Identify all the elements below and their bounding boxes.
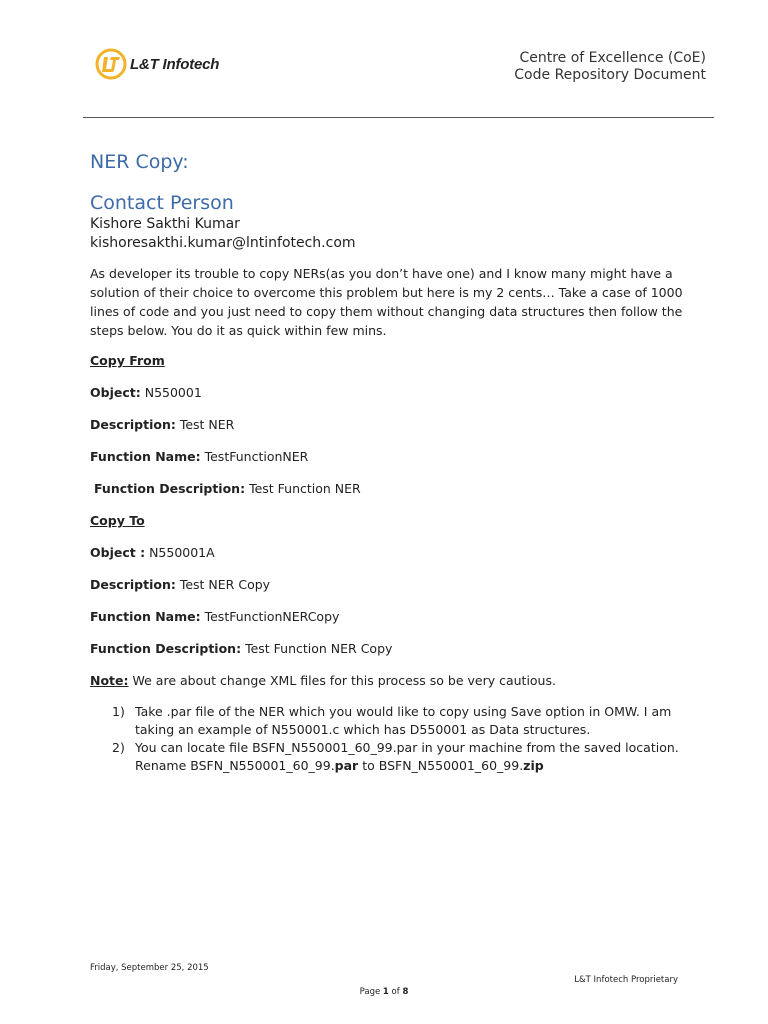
copy-from-function-name: Function Name: TestFunctionNER [90, 449, 309, 464]
copy-to-function-name: Function Name: TestFunctionNERCopy [90, 609, 340, 624]
header-line-coe: Centre of Excellence (CoE) [519, 50, 706, 66]
steps-list [90, 703, 690, 775]
header-divider [83, 117, 714, 118]
copy-from-object: Object: N550001 [90, 385, 202, 400]
lt-logo-icon [95, 48, 127, 80]
copy-to-description: Description: Test NER Copy [90, 577, 271, 592]
footer-proprietary: L&T Infotech Proprietary [574, 975, 678, 985]
copy-from-function-description: Function Description: Test Function NER [94, 481, 361, 496]
document-body [90, 150, 690, 775]
list-item: 2) You can locate file BSFN_N550001_60_99.par in your machine from the saved location. Rename BSFN_N550001_60_99.par to BSFN_N550001_60_99.zip [112, 740, 679, 773]
header-info [514, 50, 706, 84]
footer-date: Friday, September 25, 2015 [90, 963, 209, 973]
logo-text: L&T Infotech [130, 55, 220, 73]
contact-email: kishoresakthi.kumar@lntinfotech.com [90, 235, 356, 251]
contact-heading: Contact Person [90, 192, 234, 214]
copy-from-heading: Copy From [90, 353, 165, 368]
company-logo [95, 48, 219, 80]
intro-paragraph: As developer its trouble to copy NERs(as you don’t have one) and I know many might have a solution of their choice to overcome this problem but here is my 2 cents… Take a case of 1000 lines of code and you just need to copy them without changing data structures then follow the steps below. You do it as quick within few mins. [90, 266, 683, 338]
header-line-doc: Code Repository Document [514, 67, 706, 83]
copy-from-description: Description: Test NER [90, 417, 235, 432]
note-line: Note: We are about change XML files for this process so be very cautious. [90, 673, 556, 688]
page-title: NER Copy: [90, 151, 189, 173]
page-number: Page 1 of 8 [359, 987, 409, 997]
copy-to-heading: Copy To [90, 513, 145, 528]
list-item: 1) Take .par file of the NER which you would like to copy using Save option in OMW. I am taking an example of N550001.c which has D550001 as Data structures. [112, 704, 672, 737]
copy-to-function-description: Function Description: Test Function NER Copy [90, 641, 393, 656]
copy-to-object: Object : N550001A [90, 545, 215, 560]
contact-name: Kishore Sakthi Kumar [90, 216, 240, 232]
